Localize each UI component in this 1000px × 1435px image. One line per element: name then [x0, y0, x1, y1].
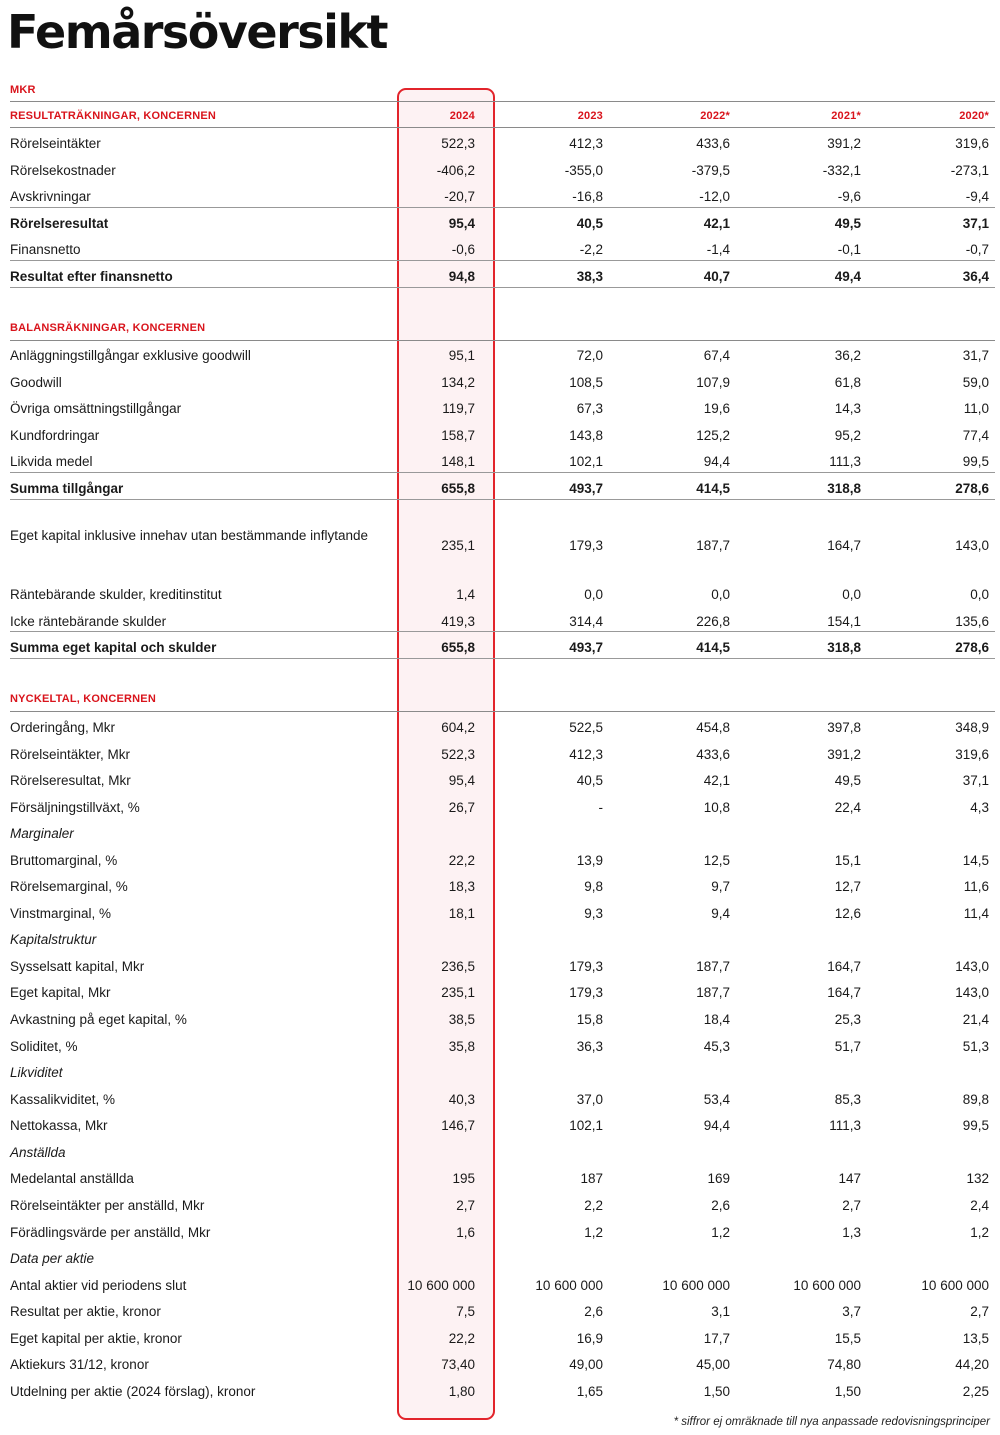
cell-2021: 0,0 — [842, 587, 861, 602]
cell-2020: 31,7 — [962, 348, 989, 363]
cell-2020: 10 600 000 — [921, 1278, 989, 1293]
cell-2020: 11,0 — [963, 401, 989, 416]
row-label: Sysselsatt kapital, Mkr — [10, 959, 145, 974]
cell-2022: -1,4 — [706, 242, 730, 257]
cell-2022: 1,2 — [711, 1225, 730, 1240]
row-label: Antal aktier vid periodens slut — [10, 1278, 187, 1293]
cell-2021: -0,1 — [837, 242, 861, 257]
cell-2022: 226,8 — [696, 614, 730, 629]
cell-2021: 1,50 — [834, 1384, 861, 1399]
row-label: Summa tillgångar — [10, 481, 124, 496]
cell-2024: 95,4 — [448, 773, 475, 788]
cell-2021: 3,7 — [842, 1304, 861, 1319]
cell-2020: 143,0 — [955, 538, 989, 553]
cell-2020: -273,1 — [950, 163, 989, 178]
cell-2021: 164,7 — [827, 985, 861, 1000]
cell-2024: 95,4 — [448, 216, 475, 231]
row-label: Rörelseintäkter — [10, 136, 101, 151]
row-label: Likviditet — [10, 1065, 63, 1080]
cell-2022: -379,5 — [691, 163, 730, 178]
cell-2024: 94,8 — [448, 269, 475, 284]
cell-2024: 40,3 — [448, 1092, 475, 1107]
cell-2024: 235,1 — [441, 985, 475, 1000]
cell-2021: 25,3 — [834, 1012, 861, 1027]
cell-2020: 37,1 — [962, 773, 989, 788]
row-label: Rörelseintäkter, Mkr — [10, 747, 131, 762]
cell-2024: 655,8 — [441, 640, 475, 655]
cell-2022: 125,2 — [696, 428, 730, 443]
cell-2024: 1,4 — [456, 587, 475, 602]
cell-2024: 35,8 — [448, 1039, 475, 1054]
row-label: Avskrivningar — [10, 189, 91, 204]
cell-2024: 2024 — [449, 110, 475, 122]
cell-2020: 99,5 — [962, 454, 989, 469]
row-label: Räntebärande skulder, kreditinstitut — [10, 587, 222, 602]
cell-2023: 67,3 — [576, 401, 603, 416]
cell-2024: 22,2 — [448, 1331, 475, 1346]
cell-2021: 391,2 — [827, 136, 861, 151]
cell-2023: 493,7 — [569, 481, 603, 496]
cell-2022: 414,5 — [696, 640, 730, 655]
row-label: Kassalikviditet, % — [10, 1092, 116, 1107]
row-divider — [10, 207, 995, 208]
cell-2020: 14,5 — [962, 853, 989, 868]
cell-2022: 0,0 — [711, 587, 730, 602]
cell-2020: 11,6 — [963, 879, 989, 894]
cell-2021: 49,4 — [834, 269, 861, 284]
cell-2024: 18,1 — [448, 906, 475, 921]
row-label: Data per aktie — [10, 1251, 95, 1266]
cell-2024: 7,5 — [456, 1304, 475, 1319]
cell-2020: 77,4 — [962, 428, 989, 443]
row-divider — [10, 101, 995, 102]
row-label: Rörelsekostnader — [10, 163, 116, 178]
cell-2023: 143,8 — [569, 428, 603, 443]
cell-2021: 2021* — [831, 110, 861, 122]
cell-2020: 99,5 — [962, 1118, 989, 1133]
row-label: Orderingång, Mkr — [10, 720, 116, 735]
row-label: Nettokassa, Mkr — [10, 1118, 108, 1133]
row-divider — [10, 260, 995, 261]
cell-2022: 433,6 — [696, 747, 730, 762]
cell-2021: 318,8 — [827, 640, 861, 655]
row-label: Kundfordringar — [10, 428, 100, 443]
cell-2023: 72,0 — [576, 348, 603, 363]
cell-2022: 19,6 — [703, 401, 730, 416]
cell-2022: 45,3 — [703, 1039, 730, 1054]
row-label: Eget kapital, Mkr — [10, 985, 111, 1000]
cell-2023: 37,0 — [576, 1092, 603, 1107]
cell-2022: 67,4 — [703, 348, 730, 363]
cell-2021: 318,8 — [827, 481, 861, 496]
footnote: * siffror ej omräknade till nya anpassade redovisningsprinciper — [673, 1416, 990, 1428]
cell-2024: -20,7 — [444, 189, 475, 204]
cell-2024: 235,1 — [441, 538, 475, 553]
cell-2023: 0,0 — [584, 587, 603, 602]
cell-2023: 36,3 — [576, 1039, 603, 1054]
cell-2024: 158,7 — [441, 428, 475, 443]
cell-2023: 2,6 — [584, 1304, 603, 1319]
row-label: Rörelsemarginal, % — [10, 879, 128, 894]
cell-2021: 61,8 — [834, 375, 861, 390]
row-label: Summa eget kapital och skulder — [10, 640, 217, 655]
cell-2024: 604,2 — [441, 720, 475, 735]
cell-2023: 102,1 — [569, 454, 603, 469]
cell-2021: 15,1 — [834, 853, 861, 868]
cell-2024: 1,6 — [456, 1225, 475, 1240]
cell-2021: 164,7 — [827, 959, 861, 974]
row-label: Goodwill — [10, 375, 62, 390]
row-divider — [10, 631, 995, 632]
cell-2022: 107,9 — [696, 375, 730, 390]
row-divider — [10, 127, 995, 128]
cell-2024: 22,2 — [448, 853, 475, 868]
row-label: Icke räntebärande skulder — [10, 614, 167, 629]
cell-2021: -332,1 — [822, 163, 861, 178]
cell-2020: 348,9 — [955, 720, 989, 735]
cell-2023: 314,4 — [569, 614, 603, 629]
cell-2024: 134,2 — [441, 375, 475, 390]
cell-2023: 16,9 — [576, 1331, 603, 1346]
cell-2021: 10 600 000 — [793, 1278, 861, 1293]
cell-2021: 22,4 — [834, 800, 861, 815]
cell-2020: 0,0 — [970, 587, 989, 602]
cell-2022: 169 — [707, 1171, 730, 1186]
cell-2021: 12,6 — [834, 906, 861, 921]
section-title: NYCKELTAL, KONCERNEN — [10, 693, 156, 705]
cell-2023: 2023 — [577, 110, 603, 122]
row-label: Resultat per aktie, kronor — [10, 1304, 161, 1319]
cell-2023: 412,3 — [569, 136, 603, 151]
cell-2020: 4,3 — [970, 800, 989, 815]
cell-2021: 2,7 — [842, 1198, 861, 1213]
cell-2023: 15,8 — [576, 1012, 603, 1027]
cell-2020: 135,6 — [955, 614, 989, 629]
cell-2022: 10 600 000 — [662, 1278, 730, 1293]
cell-2024: -406,2 — [436, 163, 475, 178]
cell-2020: -9,4 — [965, 189, 989, 204]
cell-2020: 36,4 — [962, 269, 989, 284]
row-label: Vinstmarginal, % — [10, 906, 112, 921]
cell-2023: 179,3 — [569, 985, 603, 1000]
cell-2022: 2022* — [700, 110, 730, 122]
row-label: Anläggningstillgångar exklusive goodwill — [10, 348, 251, 363]
cell-2020: 11,4 — [963, 906, 989, 921]
cell-2022: 2,6 — [711, 1198, 730, 1213]
cell-2021: 51,7 — [834, 1039, 861, 1054]
row-label: Förädlingsvärde per anställd, Mkr — [10, 1225, 211, 1240]
cell-2023: -2,2 — [579, 242, 603, 257]
cell-2022: 9,4 — [711, 906, 730, 921]
cell-2021: -9,6 — [837, 189, 861, 204]
cell-2023: -355,0 — [564, 163, 603, 178]
cell-2024: 26,7 — [448, 800, 475, 815]
cell-2023: 13,9 — [576, 853, 603, 868]
cell-2022: 454,8 — [696, 720, 730, 735]
cell-2021: 154,1 — [827, 614, 861, 629]
cell-2022: 42,1 — [703, 773, 730, 788]
row-divider — [10, 658, 995, 659]
cell-2024: 2,7 — [456, 1198, 475, 1213]
cell-2021: 111,3 — [829, 1118, 861, 1133]
cell-2023: 108,5 — [569, 375, 603, 390]
cell-2021: 111,3 — [829, 454, 861, 469]
cell-2020: 2020* — [959, 110, 989, 122]
cell-2021: 95,2 — [834, 428, 861, 443]
row-label: Likvida medel — [10, 454, 93, 469]
cell-2022: 45,00 — [696, 1357, 730, 1372]
row-label: Rörelseintäkter per anställd, Mkr — [10, 1198, 205, 1213]
cell-2020: 59,0 — [962, 375, 989, 390]
cell-2024: 522,3 — [441, 136, 475, 151]
cell-2024: 73,40 — [441, 1357, 475, 1372]
row-label: Övriga omsättningstillgångar — [10, 401, 182, 416]
cell-2020: 143,0 — [955, 959, 989, 974]
cell-2020: 319,6 — [955, 747, 989, 762]
row-divider — [10, 711, 995, 712]
row-label: Bruttomarginal, % — [10, 853, 118, 868]
cell-2022: 12,5 — [703, 853, 730, 868]
cell-2022: 17,7 — [703, 1331, 730, 1346]
cell-2020: 13,5 — [962, 1331, 989, 1346]
cell-2023: 187 — [580, 1171, 603, 1186]
cell-2023: 1,65 — [576, 1384, 603, 1399]
cell-2022: 53,4 — [703, 1092, 730, 1107]
cell-2023: 49,00 — [569, 1357, 603, 1372]
cell-2023: 179,3 — [569, 959, 603, 974]
row-label: Soliditet, % — [10, 1039, 78, 1054]
cell-2021: 36,2 — [834, 348, 861, 363]
cell-2020: -0,7 — [965, 242, 989, 257]
row-label: Marginaler — [10, 826, 74, 841]
cell-2023: 40,5 — [576, 773, 603, 788]
cell-2023: 9,8 — [584, 879, 603, 894]
cell-2022: 1,50 — [703, 1384, 730, 1399]
cell-2022: 40,7 — [703, 269, 730, 284]
cell-2020: 132 — [966, 1171, 989, 1186]
row-label: Kapitalstruktur — [10, 932, 97, 947]
cell-2022: 187,7 — [696, 985, 730, 1000]
cell-2024: 119,7 — [442, 401, 475, 416]
page-title: Femårsöversikt — [7, 5, 387, 59]
cell-2022: 433,6 — [696, 136, 730, 151]
row-label: Aktiekurs 31/12, kronor — [10, 1357, 149, 1372]
row-divider — [10, 287, 995, 288]
cell-2021: 15,5 — [834, 1331, 861, 1346]
row-label: Finansnetto — [10, 242, 81, 257]
cell-2024: -0,6 — [451, 242, 475, 257]
cell-2024: 18,3 — [448, 879, 475, 894]
cell-2023: 9,3 — [584, 906, 603, 921]
cell-2021: 164,7 — [827, 538, 861, 553]
row-divider — [10, 340, 995, 341]
cell-2021: 74,80 — [827, 1357, 861, 1372]
cell-2022: 9,7 — [711, 879, 730, 894]
row-divider — [10, 499, 995, 500]
row-label: Utdelning per aktie (2024 förslag), kronor — [10, 1384, 256, 1399]
cell-2023: 1,2 — [584, 1225, 603, 1240]
cell-2021: 391,2 — [827, 747, 861, 762]
cell-2022: 414,5 — [696, 481, 730, 496]
row-divider — [10, 472, 995, 473]
cell-2022: 94,4 — [703, 1118, 730, 1133]
cell-2023: 38,3 — [576, 269, 603, 284]
cell-2024: 38,5 — [448, 1012, 475, 1027]
cell-2021: 85,3 — [834, 1092, 861, 1107]
cell-2020: 44,20 — [955, 1357, 989, 1372]
row-label: Försäljningstillväxt, % — [10, 800, 140, 815]
cell-2023: 2,2 — [584, 1198, 603, 1213]
cell-2020: 143,0 — [955, 985, 989, 1000]
cell-2024: 1,80 — [448, 1384, 475, 1399]
cell-2024: 10 600 000 — [407, 1278, 475, 1293]
cell-2023: 102,1 — [569, 1118, 603, 1133]
row-label: Eget kapital per aktie, kronor — [10, 1331, 182, 1346]
cell-2021: 12,7 — [834, 879, 861, 894]
cell-2023: - — [598, 800, 603, 815]
section-title: RESULTATRÄKNINGAR, KONCERNEN — [10, 110, 217, 122]
cell-2023: -16,8 — [572, 189, 603, 204]
cell-2024: 148,1 — [441, 454, 475, 469]
cell-2022: 94,4 — [703, 454, 730, 469]
row-label: Anställda — [10, 1145, 66, 1160]
cell-2021: 397,8 — [827, 720, 861, 735]
cell-2020: 2,7 — [970, 1304, 989, 1319]
cell-2021: 1,3 — [842, 1225, 861, 1240]
cell-2021: 49,5 — [834, 216, 861, 231]
cell-2022: 3,1 — [711, 1304, 730, 1319]
cell-2020: 2,25 — [962, 1384, 989, 1399]
cell-2021: 14,3 — [834, 401, 861, 416]
cell-2022: 42,1 — [703, 216, 730, 231]
row-label: Eget kapital inklusive innehav utan bestämmande inflytande — [10, 528, 368, 543]
cell-2023: 10 600 000 — [535, 1278, 603, 1293]
cell-2020: 51,3 — [962, 1039, 989, 1054]
row-label: Avkastning på eget kapital, % — [10, 1012, 187, 1027]
cell-2022: 10,8 — [703, 800, 730, 815]
cell-2023: 493,7 — [569, 640, 603, 655]
row-label: Resultat efter finansnetto — [10, 269, 173, 284]
row-label: Rörelseresultat, Mkr — [10, 773, 131, 788]
cell-2024: 146,7 — [441, 1118, 475, 1133]
cell-2020: 2,4 — [970, 1198, 989, 1213]
cell-2022: 187,7 — [696, 538, 730, 553]
cell-2020: 1,2 — [970, 1225, 989, 1240]
cell-2024: 655,8 — [441, 481, 475, 496]
cell-2020: 37,1 — [962, 216, 989, 231]
cell-2022: 18,4 — [703, 1012, 730, 1027]
row-label: Medelantal anställda — [10, 1171, 134, 1186]
section-title: BALANSRÄKNINGAR, KONCERNEN — [10, 322, 206, 334]
cell-2023: 179,3 — [569, 538, 603, 553]
cell-2023: 40,5 — [576, 216, 603, 231]
row-label: Rörelseresultat — [10, 216, 109, 231]
cell-2020: 319,6 — [955, 136, 989, 151]
cell-2023: 412,3 — [569, 747, 603, 762]
cell-2023: 522,5 — [569, 720, 603, 735]
cell-2020: 21,4 — [962, 1012, 989, 1027]
cell-2021: 147 — [838, 1171, 861, 1186]
cell-2024: 195 — [452, 1171, 475, 1186]
cell-2024: 522,3 — [441, 747, 475, 762]
cell-2024: 419,3 — [441, 614, 475, 629]
cell-2021: 49,5 — [834, 773, 861, 788]
cell-2020: 278,6 — [955, 481, 989, 496]
cell-2024: 236,5 — [441, 959, 475, 974]
cell-2022: 187,7 — [696, 959, 730, 974]
cell-2020: 278,6 — [955, 640, 989, 655]
cell-2022: -12,0 — [699, 189, 730, 204]
cell-2024: 95,1 — [448, 348, 475, 363]
cell-2020: 89,8 — [962, 1092, 989, 1107]
